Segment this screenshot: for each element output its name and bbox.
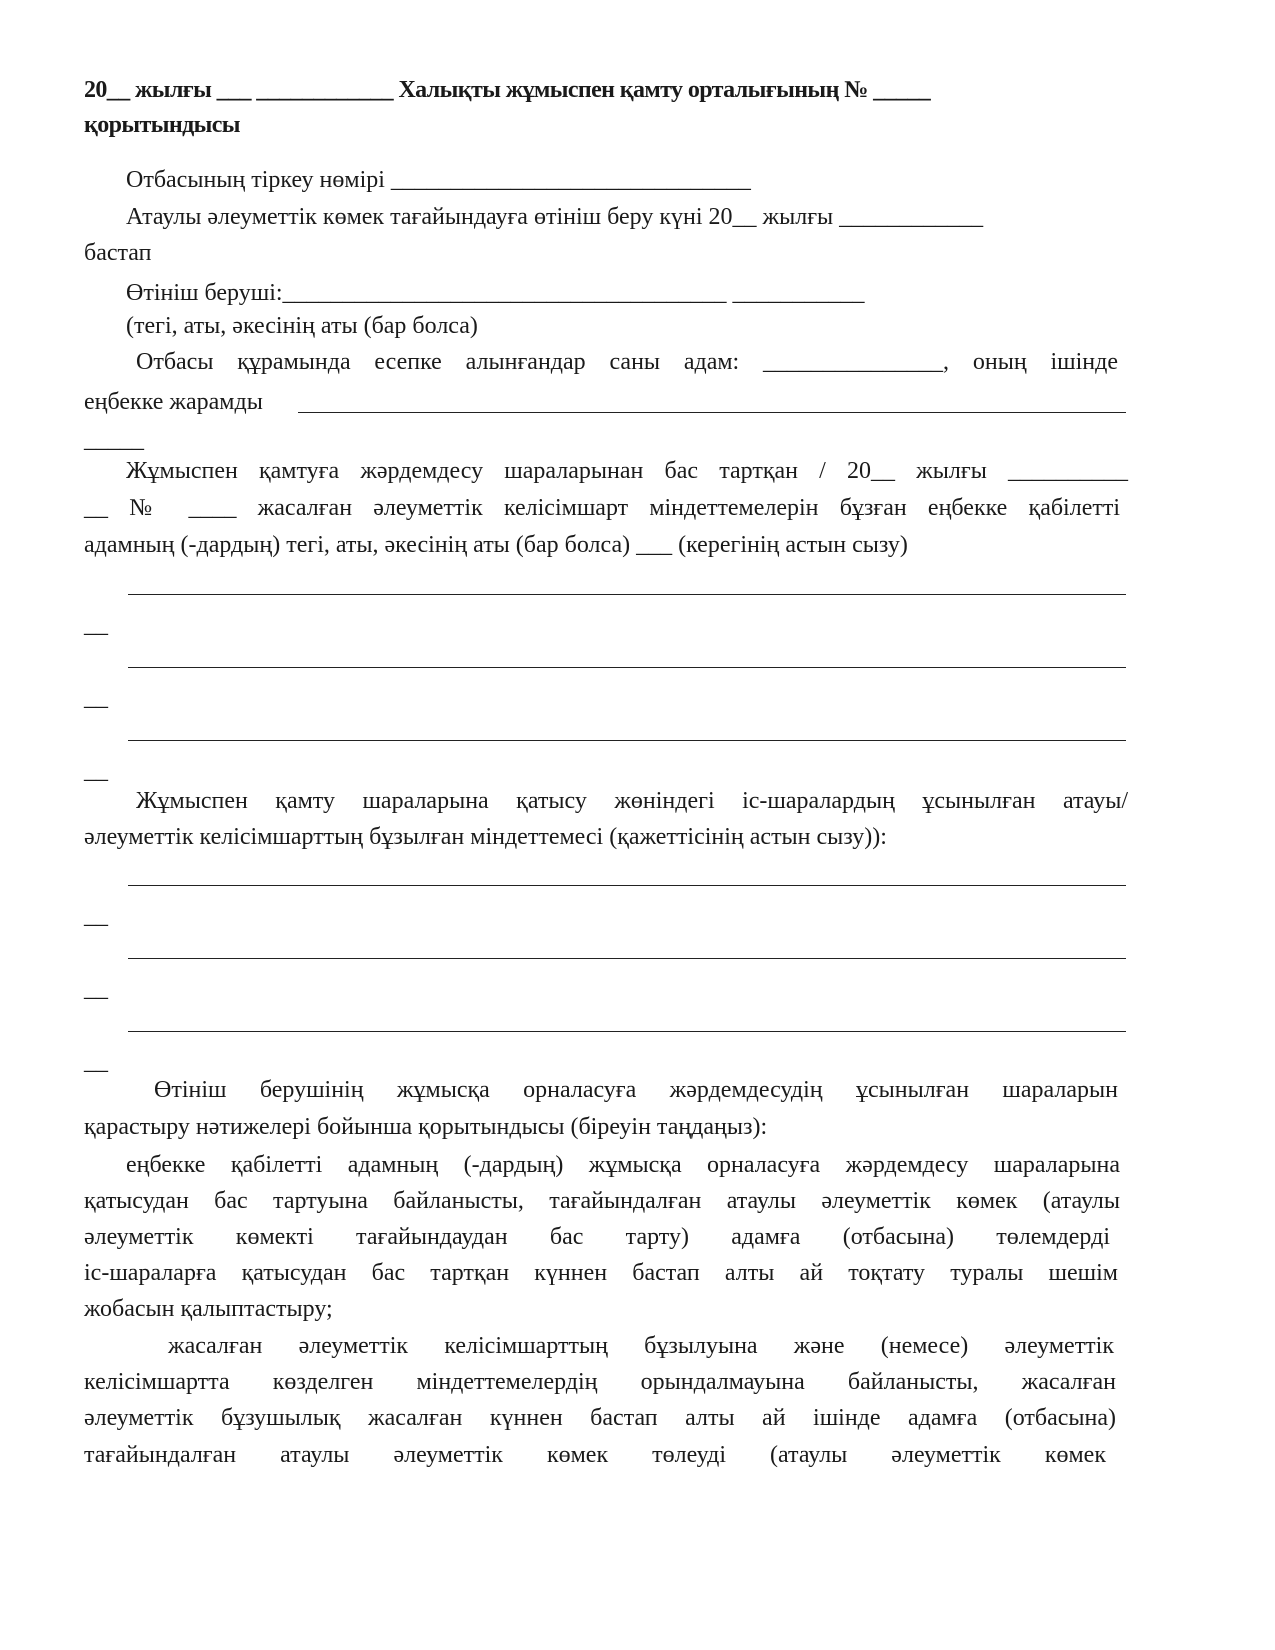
registration-number-line: Отбасының тіркеу нөмірі ______________________________ [126,167,751,193]
measures-blank-line-2 [128,958,1126,959]
applicant-note: (тегі, аты, әкесінің аты (бар болса) [126,313,478,339]
applicant-line: Өтініш беруші:_____________________________________ ___________ [126,280,865,306]
refusal-line3: адамның (-дардың) тегі, аты, әкесінің аты (бар болса) ___ (керегінің астын сызу) [84,532,908,558]
application-date-line: Атаулы әлеуметтік көмек тағайындауға өтініш беру күні 20__ жылғы ____________ [126,204,984,230]
measures-dash-2: __ [84,976,108,1002]
option2-line2: келісімшартта көзделген міндеттемелердің орындалмауына байланысты, жасалған [84,1369,1116,1395]
option2-line4: тағайындалған атаулы әлеуметтік көмек төлеуді (атаулы әлеуметтік көмек [84,1442,1106,1468]
option1-line1: еңбекке қабілетті адамның (-дардың) жұмысқа орналасуға жәрдемдесу шараларына [126,1152,1120,1178]
able-to-work-continuation: _____ [84,427,144,453]
conclusion-intro-line1: Өтініш берушінің жұмысқа орналасуға жәрдемдесудің ұсынылған шараларын [154,1077,1118,1103]
option1-line5: жобасын қалыптастыру; [84,1296,333,1322]
measures-line2: әлеуметтік келісімшарттың бұзылған міндеттемесі (қажеттісінің астын сызу)): [84,824,887,850]
measures-dash-3: __ [84,1049,108,1075]
able-to-work-underline [298,412,1126,413]
refusal-blank-line-3 [128,740,1126,741]
measures-line1: Жұмыспен қамту шараларына қатысу жөніндегі іс-шаралардың ұсынылған атауы/ [136,788,1128,814]
refusal-blank-line-2 [128,667,1126,668]
refusal-line1: Жұмыспен қамтуға жәрдемдесу шараларынан бас тартқан / 20__ жылғы __________ [126,458,1128,484]
refusal-dash-2: __ [84,685,108,711]
refusal-dash-3: __ [84,758,108,784]
measures-blank-line-3 [128,1031,1126,1032]
option1-line3: әлеуметтік көмекті тағайындаудан бас тарту) адамға (отбасына) төлемдерді [84,1224,1110,1250]
refusal-line2: __ № ____ жасалған әлеуметтік келісімшарт міндеттемелерін бұзған еңбекке қабілетті [84,495,1120,521]
option1-line4: іс-шараларға қатысудан бас тартқан күннен бастап алты ай тоқтату туралы шешім [84,1260,1118,1286]
measures-dash-1: __ [84,903,108,929]
able-to-work-label: еңбекке жарамды [84,389,263,415]
option1-line2: қатысудан бас тартуына байланысты, тағайындалған атаулы әлеуметтік көмек (атаулы [84,1188,1120,1214]
application-date-continuation: бастап [84,240,152,266]
document-title-line1: 20__ жылғы ___ ____________ Халықты жұмыспен қамту орталығының № _____ [84,77,931,103]
option2-line1: жасалған әлеуметтік келісімшарттың бұзылуына және (немесе) әлеуметтік [168,1333,1114,1359]
document-title-line2: қорытындысы [84,112,240,138]
family-count-line: Отбасы құрамында есепке алынғандар саны адам: _______________, оның ішінде [136,349,1118,375]
conclusion-intro-line2: қарастыру нәтижелері бойынша қорытындысы (біреуін таңдаңыз): [84,1114,768,1140]
option2-line3: әлеуметтік бұзушылық жасалған күннен бастап алты ай ішінде адамға (отбасына) [84,1405,1116,1431]
measures-blank-line-1 [128,885,1126,886]
refusal-dash-1: __ [84,612,108,638]
refusal-blank-line-1 [128,594,1126,595]
